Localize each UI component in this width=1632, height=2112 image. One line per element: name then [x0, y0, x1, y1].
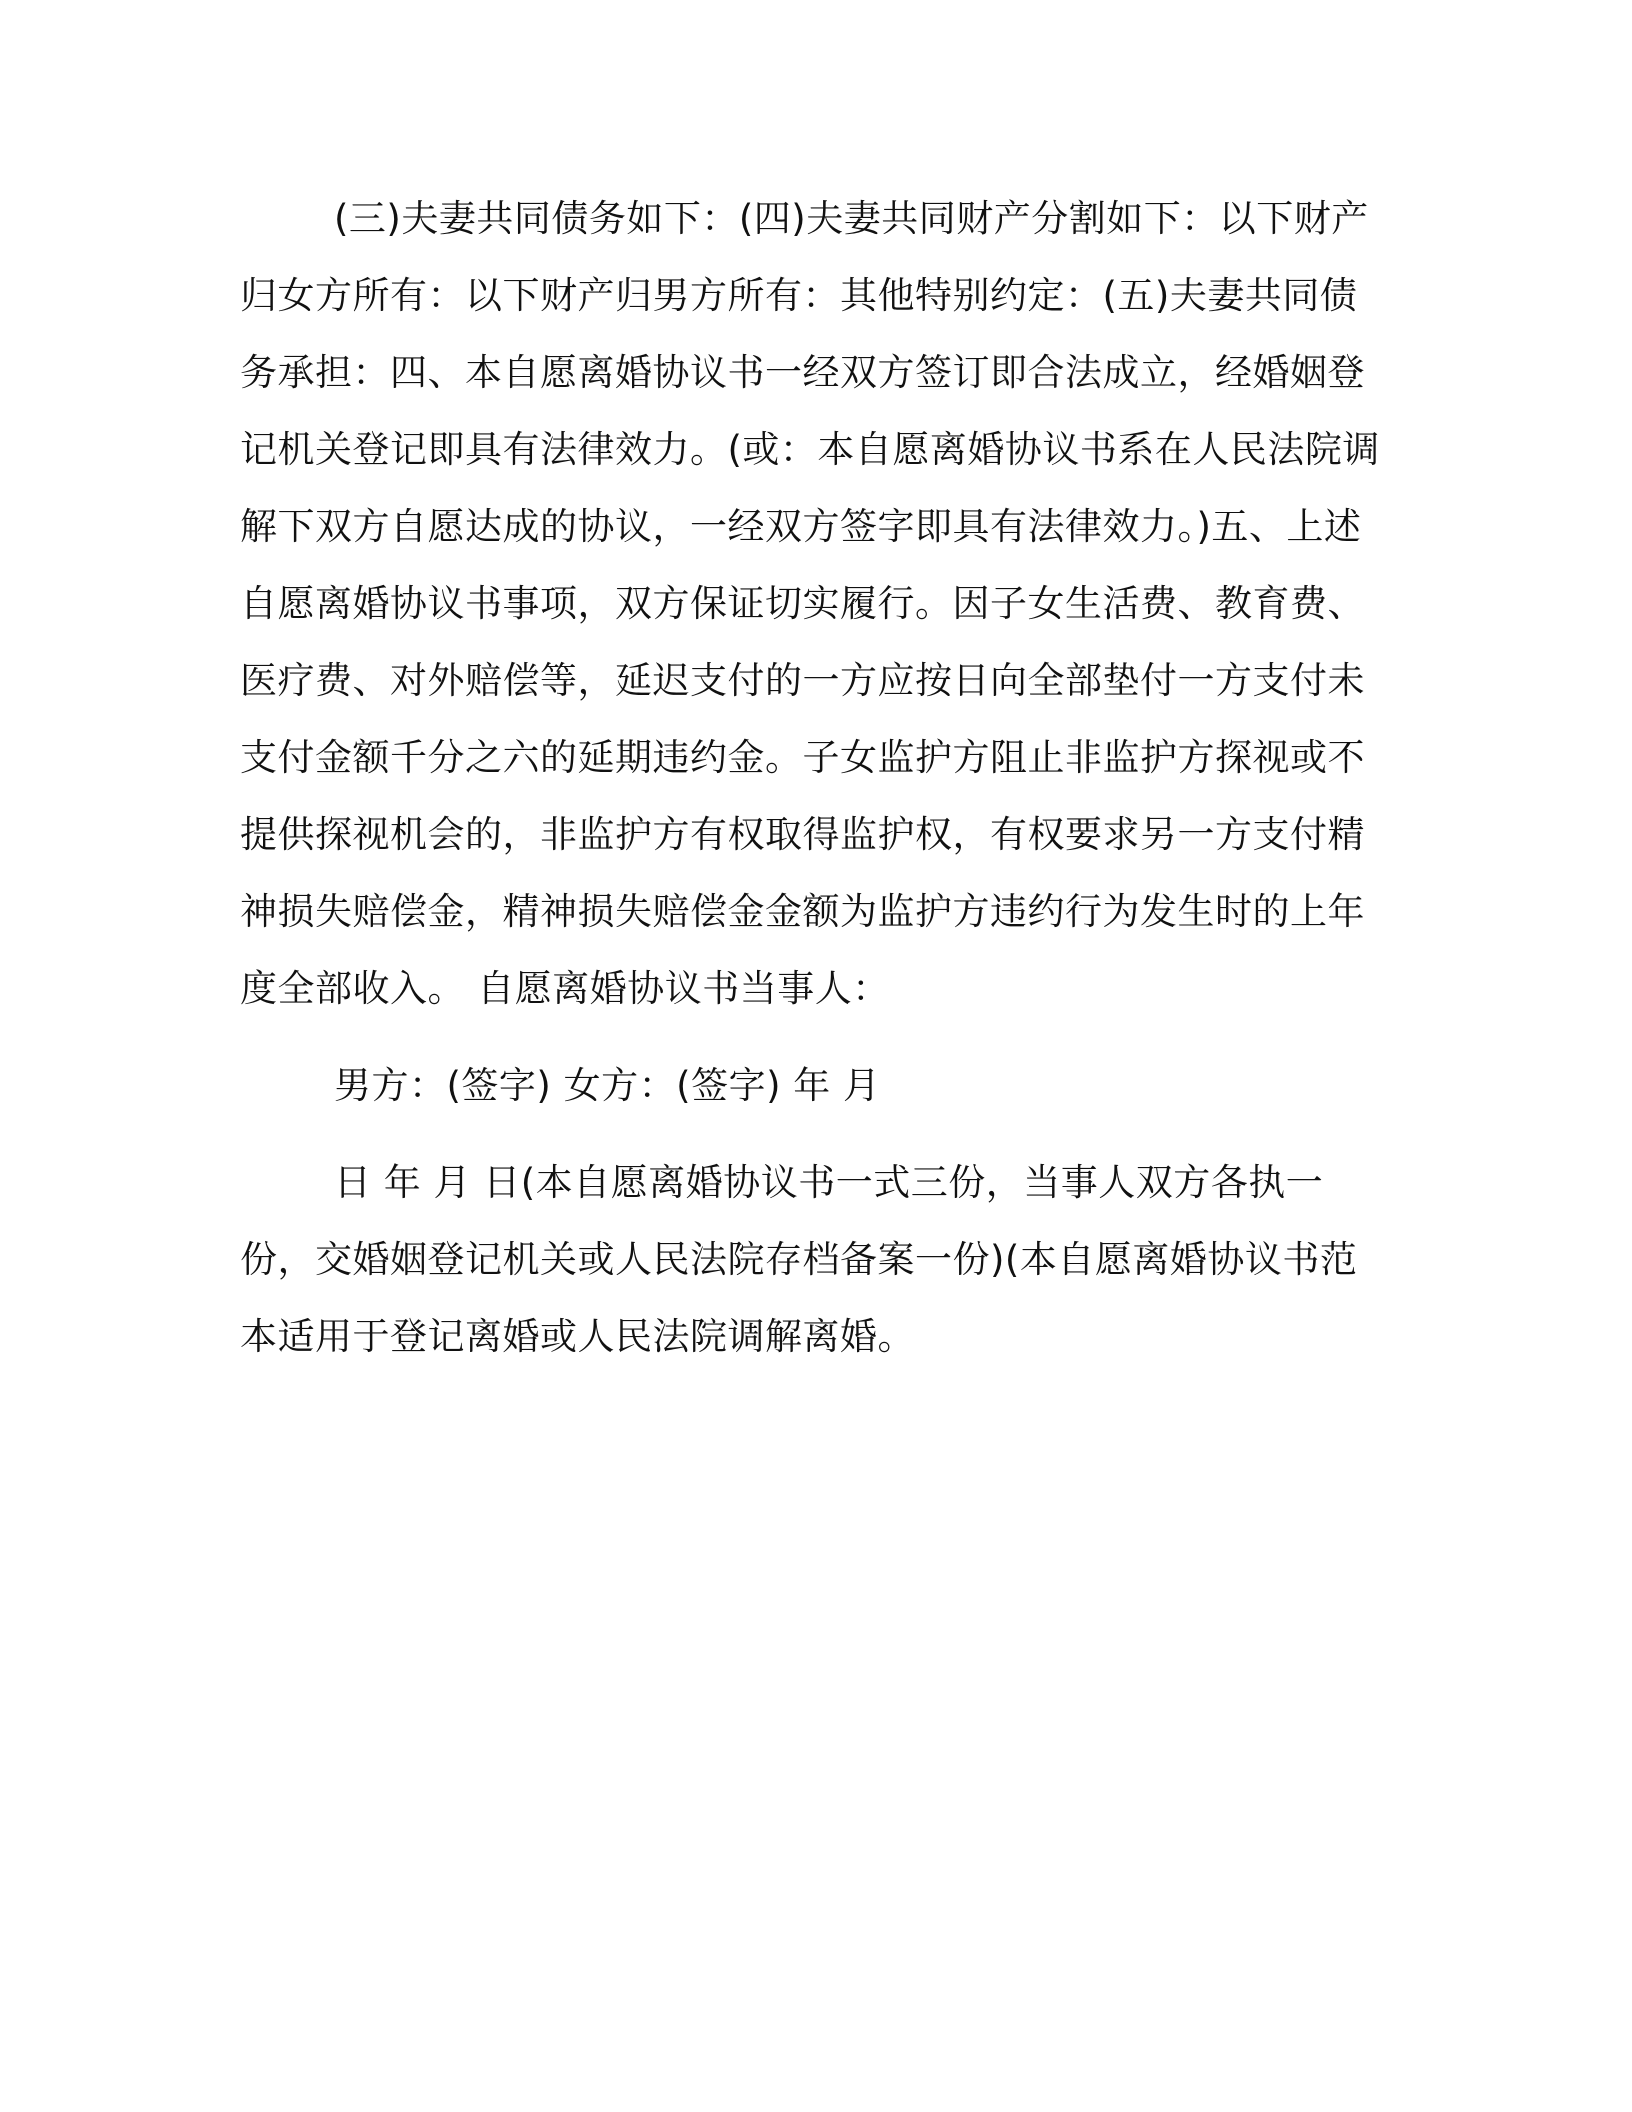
signature-line: 男方：(签字) 女方：(签字) 年 月: [334, 1064, 881, 1107]
date-and-copies-paragraph: 日 年 月 日(本自愿离婚协议书一式三份，当事人双方各执一份，交婚姻登记机关或人民法院存档备案一份)(本自愿离婚协议书范本适用于登记离婚或人民法院调解离婚。: [240, 1161, 1358, 1358]
document-body: [240, 180, 1390, 1375]
agreement-clauses-paragraph: (三)夫妻共同债务如下：(四)夫妻共同财产分割如下：以下财产归女方所有：以下财产归男方所有：其他特别约定：(五)夫妻共同债务承担：四、本自愿离婚协议书一经双方签订即合法成立，经婚姻登记机关登记即具有法律效力。(或：本自愿离婚协议书系在人民法院调解下双方自愿达成的协议，一经双方签字即具有法律效力。)五、上述自愿离婚协议书事项，双方保证切实履行。因子女生活费、教育费、医疗费、对外赔偿等，延迟支付的一方应按日向全部垫付一方支付未支付金额千分之六的延期违约金。子女监护方阻止非监护方探视或不提供探视机会的，非监护方有权取得监护权，有权要求另一方支付精神损失赔偿金，精神损失赔偿金金额为监护方违约行为发生时的上年度全部收入。 自愿离婚协议书当事人：: [240, 197, 1380, 1010]
